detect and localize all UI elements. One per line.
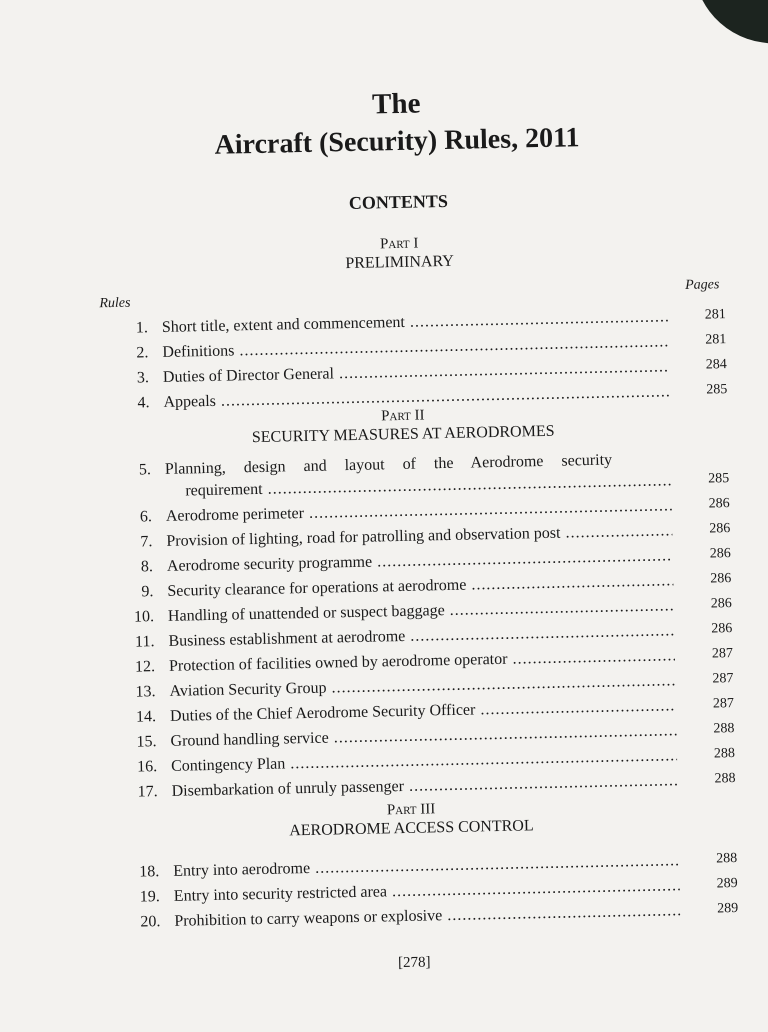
rule-page: 287 <box>711 646 734 662</box>
rule-title: Protection of facilities owned by aerodrome operator ..... <box>169 647 675 676</box>
rule-page: 287 <box>712 671 734 687</box>
rule-page: 281 <box>705 332 727 348</box>
rule-title-continued: requirement ..... <box>185 472 671 500</box>
rule-number: 8. <box>140 558 154 576</box>
rule-page: 289 <box>717 901 739 917</box>
rule-title: Entry into aerodrome ..... <box>173 852 679 881</box>
rule-number: 1. <box>135 319 149 337</box>
rule-title: Prohibition to carry weapons or explosive ..... <box>174 902 680 931</box>
rule-number: 10. <box>133 608 155 626</box>
rule-page: 286 <box>710 571 732 587</box>
rule-number: 11. <box>134 633 155 651</box>
pages-column-label: Pages <box>684 277 720 293</box>
rule-title: Aerodrome security programme ..... <box>167 547 673 576</box>
rule-page: 284 <box>705 357 727 373</box>
part-1-label: Part I <box>379 235 419 253</box>
rule-page: 286 <box>711 621 733 637</box>
rule-page: 286 <box>708 496 730 512</box>
rule-title: Handling of unattended or suspect baggage ..... <box>168 597 674 626</box>
rule-title: Planning, design and layout of the Aerodrome security <box>164 451 613 478</box>
rule-number: 20. <box>140 913 161 931</box>
rule-page: 286 <box>709 546 731 562</box>
rule-page: 281 <box>704 307 726 323</box>
contents-heading: CONTENTS <box>348 190 449 213</box>
page-number-footer: [278] <box>397 954 431 972</box>
title-line-2: Aircraft (Security) Rules, 2011 <box>214 122 580 161</box>
title-line-1: The <box>371 87 421 121</box>
rule-title: Duties of the Chief Aerodrome Security Officer ..... <box>170 697 676 726</box>
rule-title: Disembarkation of unruly passenger ..... <box>171 772 677 801</box>
rule-page: 286 <box>710 596 732 612</box>
rule-number: 17. <box>137 783 158 801</box>
rule-number: 7. <box>140 533 153 551</box>
rule-number: 4. <box>137 394 150 412</box>
rule-page: 288 <box>713 721 735 737</box>
rule-title: Entry into security restricted area ..... <box>174 877 680 906</box>
rule-title: Appeals ..... <box>163 383 669 412</box>
rule-page: 285 <box>708 471 730 487</box>
rule-number: 16. <box>136 758 158 776</box>
rule-number: 14. <box>135 708 157 726</box>
rule-number: 9. <box>141 583 154 601</box>
rule-number: 18. <box>139 863 160 881</box>
rule-title: Business establishment at aerodrome ..... <box>168 622 674 651</box>
rule-page: 287 <box>712 696 735 712</box>
rule-title: Contingency Plan ..... <box>171 747 677 776</box>
rule-title: Definitions ..... <box>162 333 668 362</box>
rules-column-label: Rules <box>99 295 131 312</box>
rule-page: 288 <box>714 771 736 787</box>
rule-title: Provision of lighting, road for patrolling and observation post ..... <box>166 522 672 551</box>
rule-page: 288 <box>713 746 736 762</box>
rule-title: Aviation Security Group ..... <box>169 672 675 701</box>
rule-number: 6. <box>139 508 153 526</box>
rule-page: 288 <box>716 851 738 867</box>
rule-number: 2. <box>136 344 149 362</box>
rule-number: 12. <box>134 658 156 676</box>
part-1-title: PRELIMINARY <box>345 252 454 273</box>
rule-title: Short title, extent and commencement ..... <box>162 308 668 337</box>
rule-title: Aerodrome perimeter ..... <box>166 497 672 526</box>
rule-number: 5. <box>138 461 152 479</box>
rule-number: 15. <box>136 733 157 751</box>
rule-number: 3. <box>136 369 150 387</box>
part-3-title: AERODROME ACCESS CONTROL <box>289 817 534 840</box>
rule-page: 285 <box>706 382 728 398</box>
part-2-label: Part II <box>380 407 425 425</box>
rule-title: Security clearance for operations at aerodrome ..... <box>167 572 673 601</box>
part-3-label: Part III <box>386 801 436 819</box>
rule-title: Duties of Director General ..... <box>163 358 669 387</box>
rule-title: Ground handling service ..... <box>170 722 676 751</box>
rule-page: 289 <box>716 876 738 892</box>
rule-number: 19. <box>139 888 161 906</box>
part-2-title: SECURITY MEASURES AT AERODROMES <box>251 422 555 447</box>
rule-page: 286 <box>709 521 731 537</box>
rule-number: 13. <box>135 683 156 701</box>
